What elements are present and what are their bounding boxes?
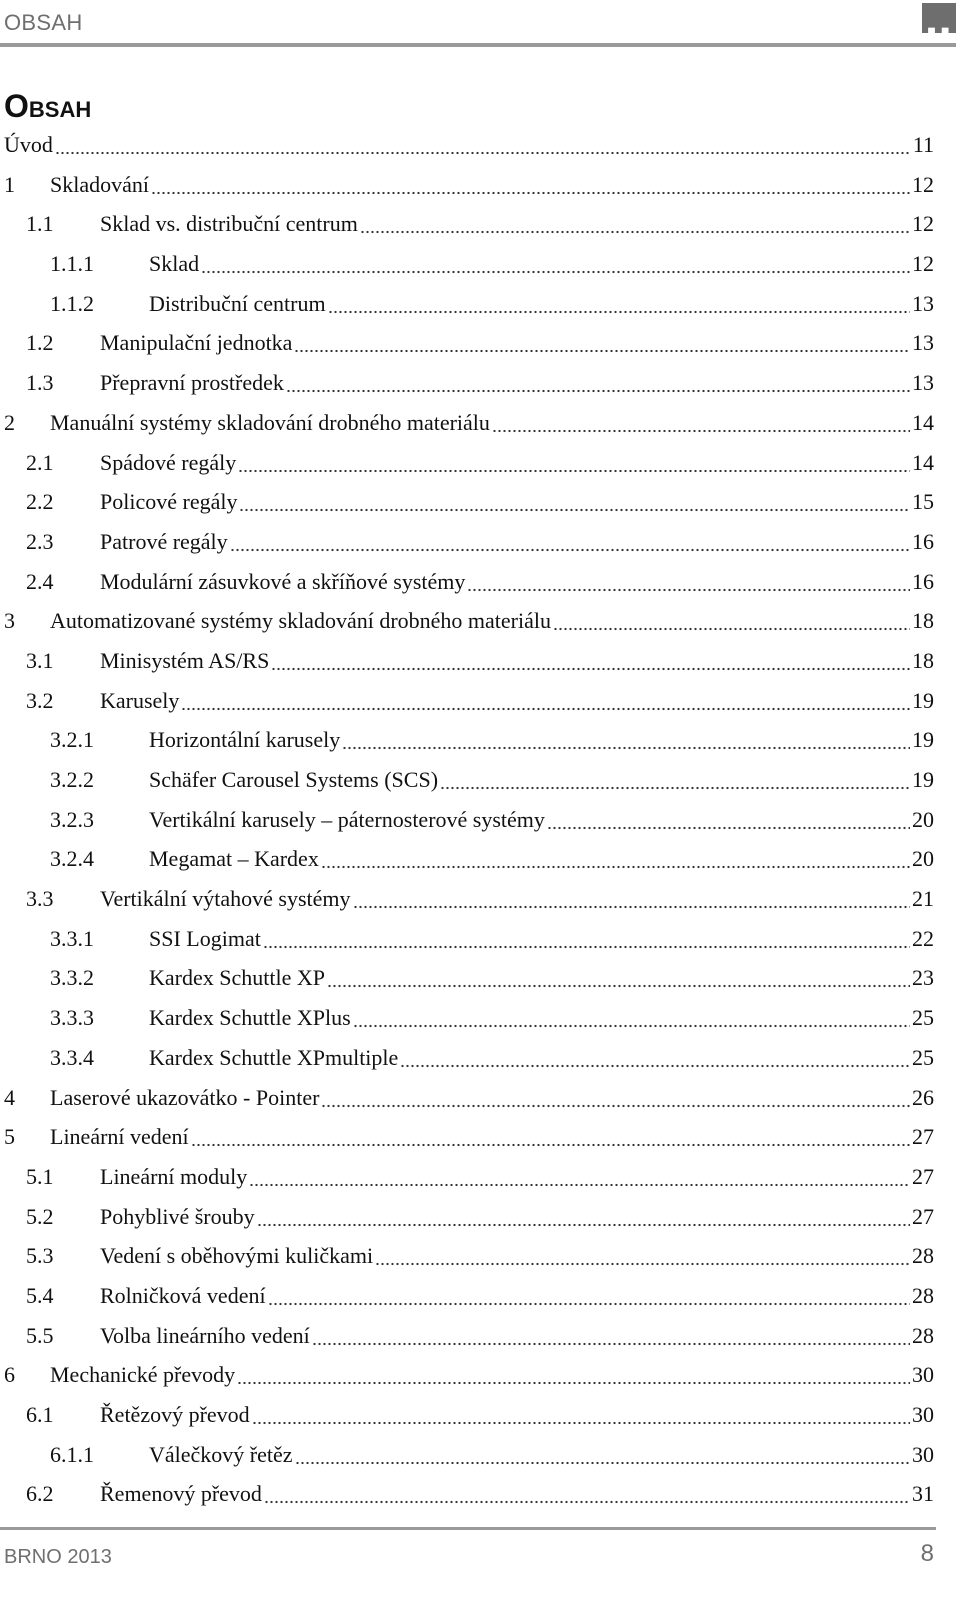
toc-entry-page: 14	[912, 409, 934, 435]
toc-dot-leader	[440, 771, 910, 790]
toc-entry[interactable]	[0, 247, 960, 287]
toc-entry-page: 19	[912, 687, 934, 713]
toc-entry-row	[100, 1160, 934, 1194]
toc-entry-label: Horizontální karusely	[149, 727, 341, 753]
toc-entry-row	[100, 565, 934, 599]
toc-entry-page: 23	[912, 965, 934, 991]
toc-entry-page: 16	[912, 568, 934, 594]
toc-entry-label: Sklad	[149, 251, 200, 277]
toc-entry[interactable]	[0, 1081, 960, 1121]
toc-entry-page: 19	[912, 727, 934, 753]
toc-entry-row	[100, 207, 934, 241]
toc-entry-number: 3	[4, 608, 15, 634]
toc-entry-number: 5.5	[26, 1322, 54, 1348]
toc-entry-page: 12	[912, 171, 934, 197]
toc-entry-label: Spádové regály	[100, 449, 237, 475]
toc-entry[interactable]	[0, 1279, 960, 1319]
toc-entry-number: 6.2	[26, 1481, 54, 1507]
toc-dot-leader	[328, 295, 910, 314]
toc-entry-label: Automatizované systémy skladování drobného materiálu	[50, 608, 551, 634]
toc-entry-label: Válečkový řetěz	[149, 1441, 293, 1467]
toc-entry-page: 22	[912, 925, 934, 951]
footer-page-number: 8	[920, 1540, 934, 1567]
toc-entry-page: 16	[912, 528, 934, 554]
toc-dot-leader	[553, 612, 910, 631]
toc-entry-label: Minisystém AS/RS	[100, 647, 270, 673]
toc-dot-leader	[257, 1208, 910, 1227]
toc-entry-label: Skladování	[50, 171, 149, 197]
toc-entry[interactable]	[0, 684, 960, 724]
toc-dot-leader	[239, 493, 910, 512]
toc-entry-row	[149, 1001, 934, 1035]
toc-entry[interactable]	[0, 1001, 960, 1041]
toc-entry-label: Pohyblivé šrouby	[100, 1203, 255, 1229]
toc-entry-label: Řetězový převod	[100, 1402, 250, 1427]
toc-entry-page: 25	[912, 1005, 934, 1031]
toc-dot-leader	[353, 1009, 910, 1028]
toc-dot-leader	[312, 1327, 910, 1346]
toc-entry-number: 3.3.4	[50, 1044, 94, 1070]
toc-entry-page: 21	[912, 886, 934, 912]
toc-dot-leader	[181, 692, 910, 711]
toc-entry-number: 3.3.1	[50, 925, 94, 951]
toc-dot-leader	[294, 334, 910, 353]
toc-entry-label: Distribuční centrum	[149, 290, 326, 316]
toc-entry[interactable]	[0, 842, 960, 882]
toc-entry-row	[100, 1279, 934, 1313]
toc-entry-number: 2.1	[26, 449, 54, 475]
toc-entry-row	[50, 168, 934, 202]
toc-entry-page: 12	[912, 211, 934, 237]
toc-entry-page: 15	[912, 489, 934, 515]
toc-dot-leader	[264, 1485, 910, 1504]
toc-entry[interactable]	[0, 485, 960, 525]
footer-location-year: BRNO 2013	[4, 1546, 112, 1568]
toc-entry-number: 3.2	[26, 687, 54, 713]
toc-entry[interactable]	[0, 287, 960, 327]
toc-entry[interactable]	[0, 1398, 960, 1438]
toc-entry-number: 1.1.2	[50, 290, 94, 316]
toc-dot-leader	[375, 1247, 910, 1266]
toc-entry-page: 19	[912, 767, 934, 792]
toc-entry[interactable]	[0, 406, 960, 446]
header-section-label: OBSAH	[4, 10, 83, 35]
toc-entry-number: 1.2	[26, 330, 54, 356]
toc-entry-number: 3.2.4	[50, 846, 94, 872]
toc-entry-row	[50, 604, 934, 638]
toc-entry[interactable]	[0, 922, 960, 962]
toc-entry-page: 12	[912, 251, 934, 277]
toc-entry[interactable]	[0, 565, 960, 605]
toc-entry-page: 13	[912, 370, 934, 396]
toc-entry-page: 28	[912, 1243, 934, 1269]
toc-entry-page: 30	[912, 1362, 934, 1388]
toc-entry[interactable]	[0, 326, 960, 366]
toc-dot-leader	[201, 255, 910, 274]
toc-entry-row	[100, 1239, 934, 1273]
toc-entry[interactable]	[0, 961, 960, 1001]
toc-entry-label: Řemenový převod	[100, 1481, 262, 1507]
toc-entry-label: Kardex Schuttle XPmultiple	[149, 1044, 399, 1070]
toc-entry[interactable]	[0, 128, 960, 168]
toc-entry-label: Schäfer Carousel Systems (SCS)	[149, 767, 439, 792]
toc-dot-leader	[400, 1049, 910, 1068]
toc-dot-leader	[271, 652, 910, 671]
toc-entry-label: Karusely	[100, 687, 180, 713]
toc-entry-label: Patrové regály	[100, 528, 228, 554]
toc-entry[interactable]	[0, 1200, 960, 1240]
toc-entry-row	[149, 723, 934, 757]
toc-entry-label: Policové regály	[100, 489, 238, 515]
toc-entry-page: 14	[912, 449, 934, 475]
toc-entry-page: 25	[912, 1044, 934, 1070]
toc-entry-row	[149, 922, 934, 956]
toc-entry[interactable]	[0, 168, 960, 208]
toc-entry-page: 13	[912, 290, 934, 316]
toc-entry-number: 5.4	[26, 1282, 54, 1308]
toc-dot-leader	[327, 969, 910, 988]
toc-dot-leader	[238, 454, 910, 473]
toc-entry-number: 2	[4, 409, 15, 435]
toc-entry-number: 2.4	[26, 568, 54, 594]
toc-entry-number: 3.2.1	[50, 727, 94, 753]
toc-entry[interactable]	[0, 1160, 960, 1200]
toc-entry-number: 1	[4, 171, 15, 197]
toc-entry-row	[100, 1477, 934, 1511]
toc-entry-number: 3.1	[26, 647, 54, 673]
toc-entry-page: 27	[912, 1203, 934, 1229]
toc-entry-number: 3.3.3	[50, 1005, 94, 1031]
toc-entry-label: Laserové ukazovátko - Pointer	[50, 1084, 320, 1110]
toc-entry-page: 18	[912, 608, 934, 634]
toc-entry-row	[100, 485, 934, 519]
toc-entry-page: 26	[912, 1084, 934, 1110]
toc-entry-row	[100, 644, 934, 678]
toc-entry[interactable]	[0, 366, 960, 406]
toc-entry[interactable]	[0, 1041, 960, 1081]
toc-entry[interactable]	[0, 207, 960, 247]
toc-entry[interactable]	[0, 803, 960, 843]
toc-entry-label: SSI Logimat	[149, 925, 261, 951]
toc-dot-leader	[467, 573, 910, 592]
toc-entry-row	[100, 326, 934, 360]
toc-entry-number: 3.3.2	[50, 965, 94, 991]
toc-entry-label: Mechanické převody	[50, 1362, 236, 1388]
toc-entry[interactable]	[0, 1477, 960, 1517]
toc-entry[interactable]	[0, 763, 960, 803]
toc-entry[interactable]	[0, 1319, 960, 1359]
toc-dot-leader	[547, 811, 910, 830]
table-of-contents	[0, 128, 960, 1517]
toc-entry-label: Sklad vs. distribuční centrum	[100, 211, 358, 237]
toc-dot-leader	[268, 1287, 910, 1306]
toc-entry-row	[100, 446, 934, 480]
toc-entry-label: Rolničková vedení	[100, 1282, 266, 1308]
toc-dot-leader	[321, 850, 910, 869]
toc-entry-row	[50, 1358, 934, 1392]
toc-dot-leader	[321, 1089, 910, 1108]
toc-entry-number: 3.3	[26, 886, 54, 912]
toc-entry-number: 1.3	[26, 370, 54, 396]
toc-entry-row	[149, 1438, 934, 1472]
toc-entry[interactable]	[0, 604, 960, 644]
toc-entry-number: 5	[4, 1124, 15, 1150]
toc-dot-leader	[252, 1406, 910, 1425]
toc-entry-page: 20	[912, 806, 934, 832]
toc-entry-label: Manuální systémy skladování drobného materiálu	[50, 409, 490, 435]
toc-entry[interactable]	[0, 723, 960, 763]
toc-entry-number: 5.2	[26, 1203, 54, 1229]
toc-entry-number: 5.3	[26, 1243, 54, 1269]
toc-entry-page: 31	[912, 1481, 934, 1507]
toc-entry-row	[100, 684, 934, 718]
toc-entry-label: Lineární vedení	[50, 1124, 189, 1150]
toc-entry-page: 27	[912, 1163, 934, 1189]
toc-entry-row	[4, 128, 934, 162]
toc-entry-number: 5.1	[26, 1163, 54, 1189]
toc-entry[interactable]	[0, 446, 960, 486]
toc-entry-row	[100, 525, 934, 559]
header-divider	[0, 43, 956, 47]
toc-entry-row	[149, 1041, 934, 1075]
toc-entry-row	[149, 287, 934, 321]
toc-entry-page: 28	[912, 1322, 934, 1348]
toc-entry-number: 6	[4, 1362, 15, 1388]
toc-dot-leader	[342, 731, 910, 750]
toc-entry-page: 13	[912, 330, 934, 356]
toc-entry-label: Kardex Schuttle XP	[149, 965, 325, 991]
toc-dot-leader	[353, 890, 910, 909]
toc-entry-label: Vertikální karusely – páternosterové systémy	[149, 806, 545, 832]
toc-entry-number: 6.1.1	[50, 1441, 94, 1467]
toc-entry-number: 3.2.2	[50, 767, 94, 792]
toc-entry-row	[100, 882, 934, 916]
toc-entry-row	[149, 842, 934, 876]
toc-entry-number: 1.1	[26, 211, 54, 237]
toc-entry[interactable]	[0, 1239, 960, 1279]
toc-entry-page: 30	[912, 1402, 934, 1427]
toc-entry-number: 2.2	[26, 489, 54, 515]
toc-entry-row	[149, 247, 934, 281]
toc-entry-label: Vertikální výtahové systémy	[100, 886, 351, 912]
toc-entry-page: 20	[912, 846, 934, 872]
toc-entry-number: 4	[4, 1084, 15, 1110]
toc-entry-row	[100, 1200, 934, 1234]
toc-dot-leader	[55, 136, 911, 155]
toc-entry[interactable]	[0, 882, 960, 922]
toc-entry-label: Přepravní prostředek	[100, 370, 284, 396]
toc-dot-leader	[249, 1168, 910, 1187]
toc-entry-label: Vedení s oběhovými kuličkami	[100, 1243, 374, 1269]
footer-divider	[0, 1527, 936, 1530]
toc-entry-row	[100, 366, 934, 400]
toc-entry[interactable]	[0, 525, 960, 565]
toc-entry-row	[100, 1398, 934, 1432]
toc-dot-leader	[230, 533, 910, 552]
university-building-logo-icon	[922, 3, 956, 33]
toc-dot-leader	[191, 1128, 910, 1147]
toc-entry-row	[50, 1081, 934, 1115]
toc-entry-label: Manipulační jednotka	[100, 330, 293, 356]
toc-entry[interactable]	[0, 1120, 960, 1160]
toc-entry-row	[149, 961, 934, 995]
toc-entry-label: Lineární moduly	[100, 1163, 248, 1189]
toc-entry-number: 3.2.3	[50, 806, 94, 832]
toc-entry-page: 30	[912, 1441, 934, 1467]
toc-entry-page: 11	[912, 132, 934, 157]
toc-entry-page: 28	[912, 1282, 934, 1308]
toc-entry-row	[50, 406, 934, 440]
toc-dot-leader	[263, 930, 910, 949]
toc-entry-page: 27	[912, 1124, 934, 1150]
toc-entry-label: Úvod	[4, 132, 53, 157]
toc-entry-row	[149, 763, 934, 797]
toc-entry[interactable]	[0, 1358, 960, 1398]
toc-entry-label: Kardex Schuttle XPlus	[149, 1005, 351, 1031]
toc-entry-row	[50, 1120, 934, 1154]
toc-entry-row	[100, 1319, 934, 1353]
toc-entry-number: 2.3	[26, 528, 54, 554]
toc-dot-leader	[286, 374, 910, 393]
toc-entry[interactable]	[0, 1438, 960, 1478]
toc-entry-label: Modulární zásuvkové a skříňové systémy	[100, 568, 466, 594]
toc-entry-label: Volba lineárního vedení	[100, 1322, 310, 1348]
toc-dot-leader	[151, 176, 910, 195]
toc-dot-leader	[295, 1446, 910, 1465]
toc-entry-label: Megamat – Kardex	[149, 846, 319, 872]
toc-entry-number: 1.1.1	[50, 251, 94, 277]
toc-entry-page: 18	[912, 647, 934, 673]
toc-entry-number: 6.1	[26, 1402, 54, 1427]
toc-entry[interactable]	[0, 644, 960, 684]
toc-entry-row	[149, 803, 934, 837]
toc-dot-leader	[360, 215, 910, 234]
toc-dot-leader	[492, 414, 910, 433]
toc-title: Obsah	[4, 88, 92, 124]
toc-dot-leader	[237, 1366, 910, 1385]
